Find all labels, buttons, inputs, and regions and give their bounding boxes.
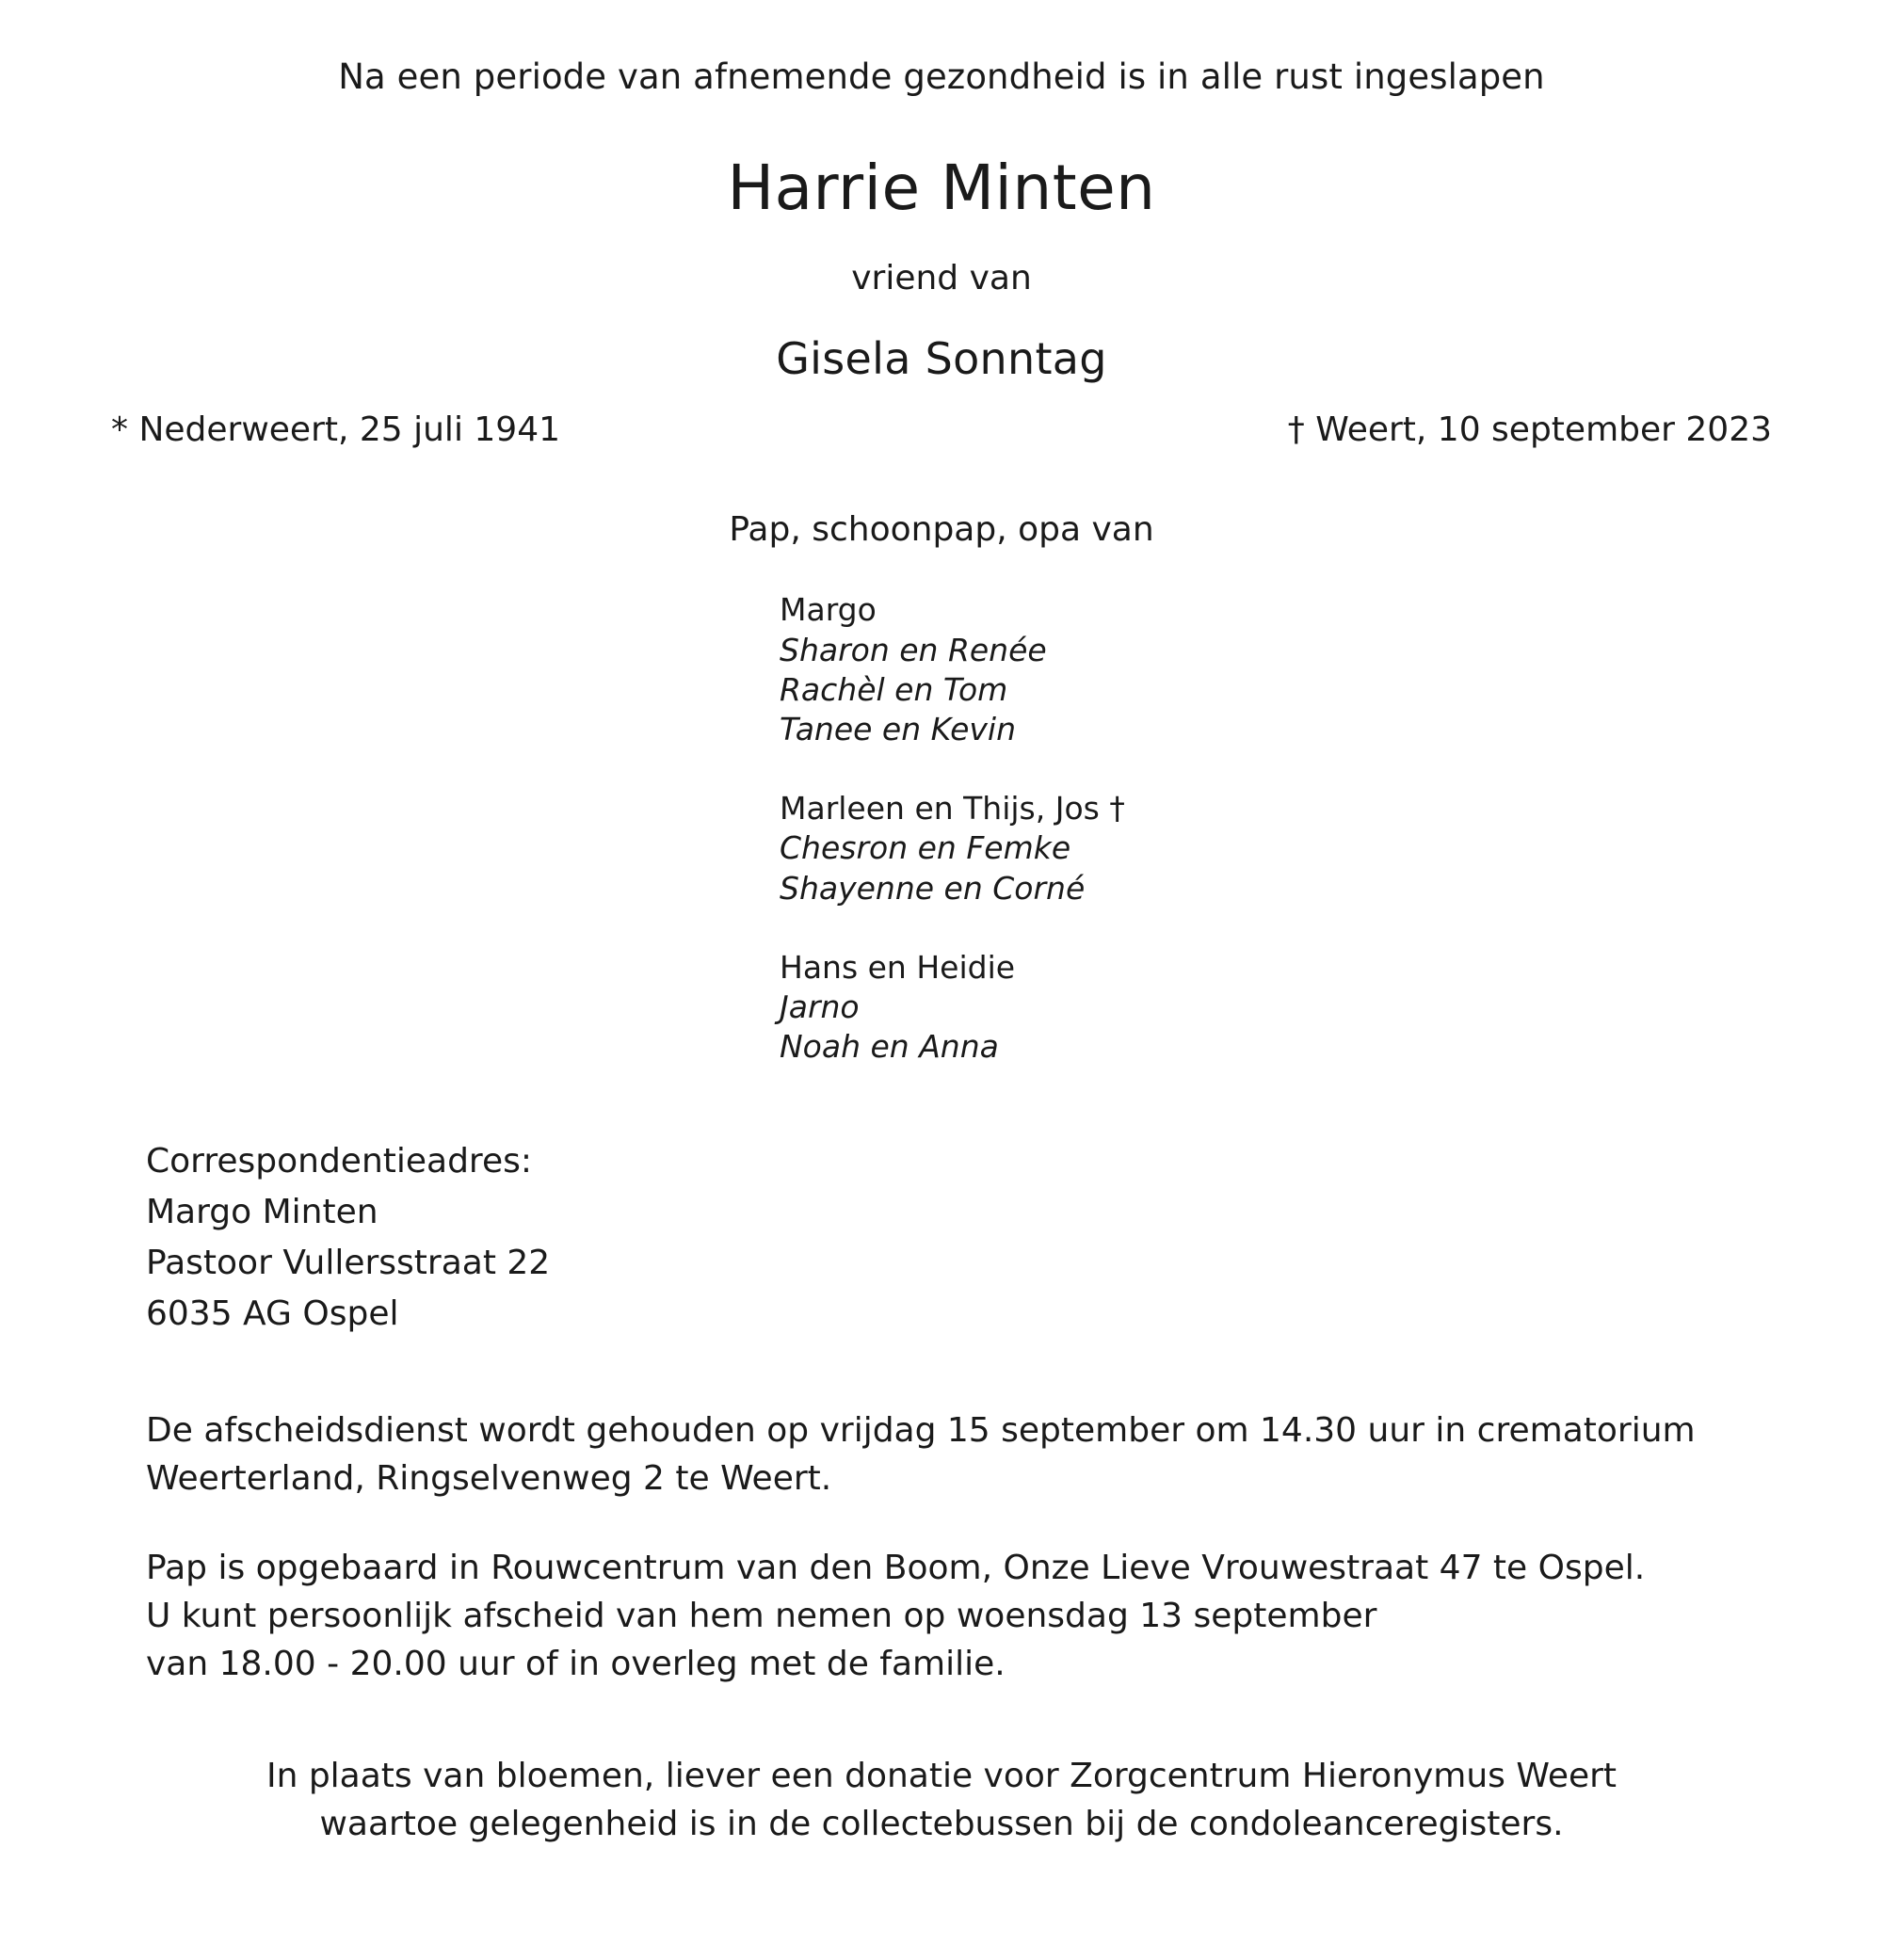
intro-text: Na een periode van afnemende gezondheid is in alle rust ingeslapen xyxy=(338,56,1545,97)
address-city: 6035 AG Ospel xyxy=(146,1294,399,1334)
family-member: Margo xyxy=(780,591,877,629)
family-member: Tanee en Kevin xyxy=(780,710,1017,747)
family-member: Chesron en Femke xyxy=(780,829,1071,867)
service-line-2: Weerterland, Ringselvenweg 2 te Weert. xyxy=(146,1459,832,1499)
address-street: Pastoor Vullersstraat 22 xyxy=(146,1244,551,1282)
family-heading: Pap, schoonpap, opa van xyxy=(729,510,1154,550)
birth-date: * Nederweert, 25 juli 1941 xyxy=(111,410,560,450)
donation-line-2: waartoe gelegenheid is in de collectebussen bij de condoleanceregisters. xyxy=(319,1805,1564,1844)
visitation-line-1: Pap is opgebaard in Rouwcentrum van den Boom, Onze Lieve Vrouwestraat 47 te Ospel. xyxy=(146,1549,1646,1588)
service-line-1: De afscheidsdienst wordt gehouden op vrijdag 15 september om 14.30 uur in crematorium xyxy=(146,1411,1696,1451)
family-group xyxy=(780,948,1883,1068)
donation-line-1: In plaats van bloemen, liever een donatie voor Zorgcentrum Hieronymus Weert xyxy=(266,1757,1617,1796)
family-member: Sharon en Renée xyxy=(780,631,1047,668)
partner-name: Gisela Sonntag xyxy=(776,333,1107,385)
service-details xyxy=(0,1409,1883,1500)
visitation-line-3: van 18.00 - 20.00 uur of in overleg met de familie. xyxy=(146,1645,1006,1684)
correspondence-address xyxy=(0,1141,1883,1335)
death-date: † Weert, 10 september 2023 xyxy=(1287,410,1772,450)
relation-label: vriend van xyxy=(851,259,1032,298)
address-label: Correspondentieadres: xyxy=(146,1141,532,1181)
deceased-name: Harrie Minten xyxy=(727,152,1156,225)
visitation-details xyxy=(0,1547,1883,1685)
family-member: Rachèl en Tom xyxy=(780,670,1008,708)
family-group xyxy=(780,789,1883,908)
address-name: Margo Minten xyxy=(146,1192,378,1231)
family-member: Shayenne en Corné xyxy=(780,869,1086,907)
family-list xyxy=(0,590,1883,1067)
family-member: Hans en Heidie xyxy=(780,948,1016,986)
donation-note xyxy=(0,1755,1883,1847)
visitation-line-2: U kunt persoonlijk afscheid van hem nemen op woensdag 13 september xyxy=(146,1597,1377,1636)
family-member: Marleen en Thijs, Jos † xyxy=(780,790,1125,827)
life-dates xyxy=(0,410,1883,456)
family-group xyxy=(780,590,1883,749)
family-member: Noah en Anna xyxy=(780,1028,999,1066)
family-member: Jarno xyxy=(780,988,860,1026)
